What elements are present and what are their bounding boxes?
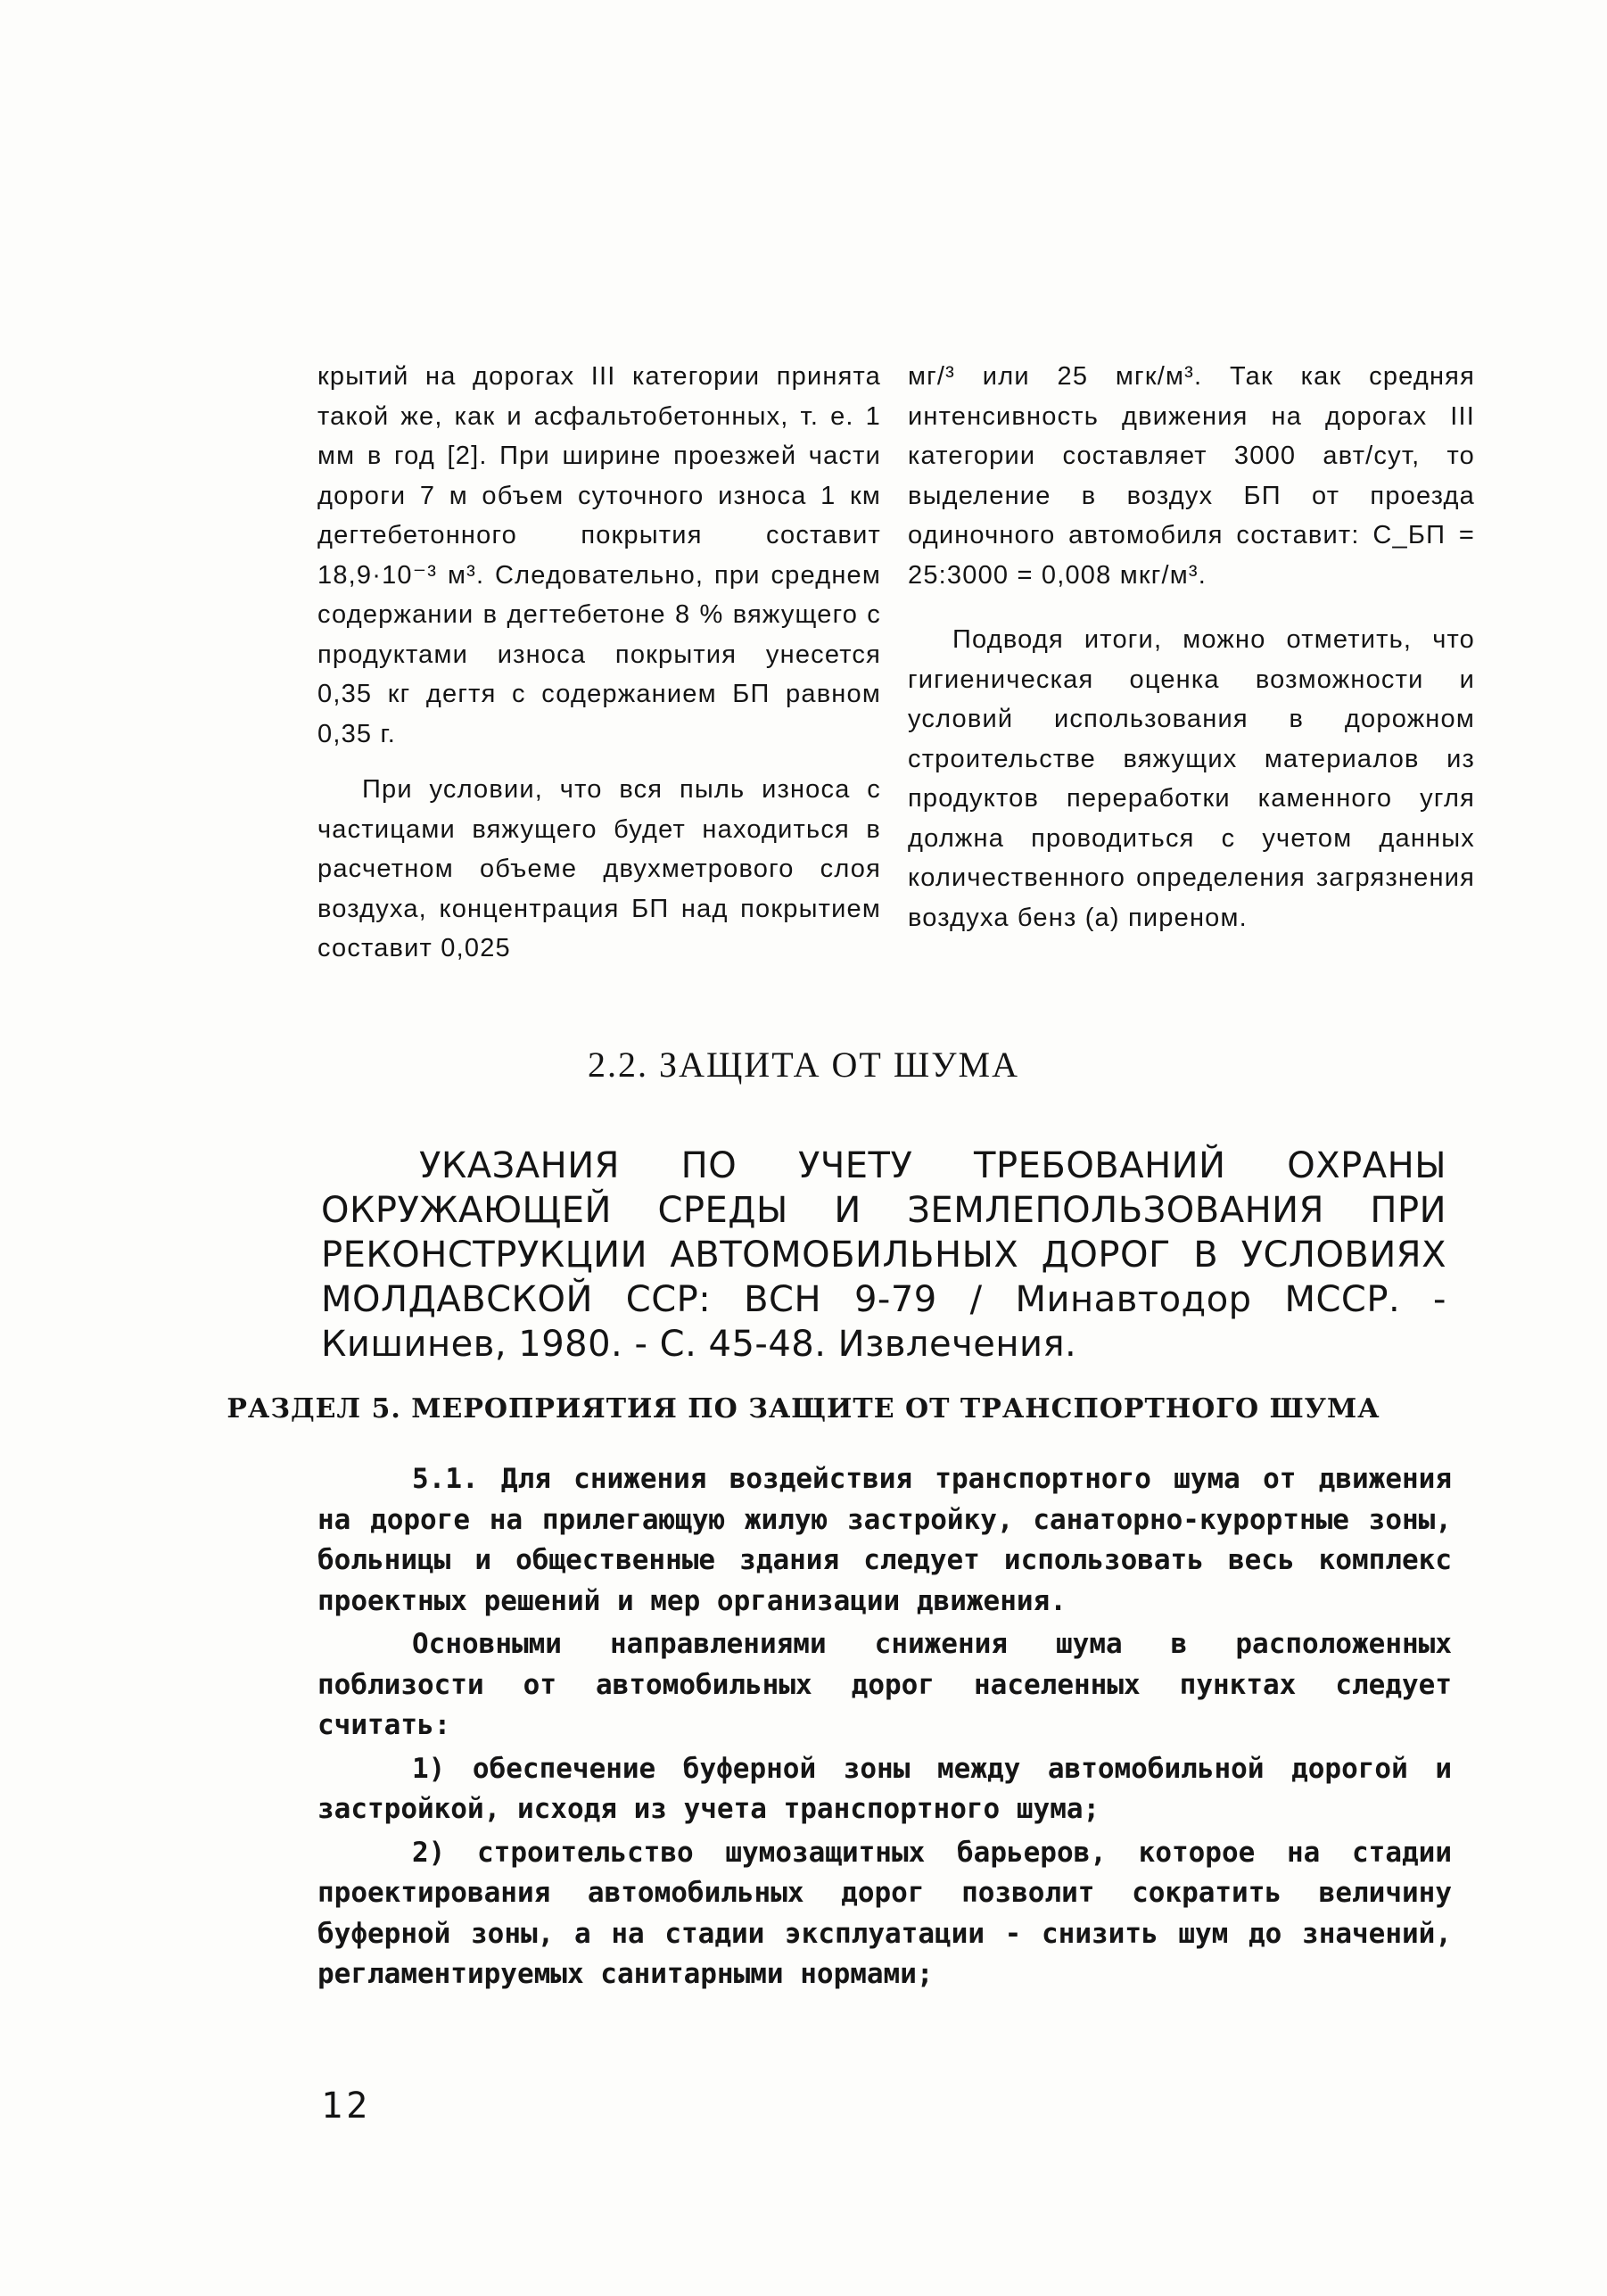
typed-paragraph-4: 2) строительство шумозащитных барьеров, которое на стадии проектирования автомобильных дорог позволит сократить величину буферной зоны, а на стадии эксплуатации - снизить шум до значений, регламентируемых санитарными нормами; (317, 1836, 1452, 1990)
left-column (317, 357, 881, 969)
right-column (908, 357, 1475, 937)
page-number: 12 (321, 2085, 372, 2127)
left-column-paragraph-2: При условии, что вся пыль износа с частицами вяжущего будет находиться в расчетном объеме двухметрового слоя воздуха, концентрация БП над покрытием составит 0,025 (317, 775, 881, 962)
source-reference-text: УКАЗАНИЯ ПО УЧЕТУ ТРЕБОВАНИЙ ОХРАНЫ ОКРУЖАЮЩЕЙ СРЕДЫ И ЗЕМЛЕПОЛЬЗОВАНИЯ ПРИ РЕКОНСТРУКЦИИ АВТОМОБИЛЬНЫХ ДОРОГ В УСЛОВИЯХ МОЛДАВСКОЙ ССР: ВСН 9-79 / Минавтодор МССР. - Кишинев, 1980. - С. 45-48. Извлечения. (321, 1145, 1446, 1365)
typed-paragraph-1: 5.1. Для снижения воздействия транспортного шума от движения на дороге на прилегающую жилую застройку, санаторно-курортные зоны, больницы и общественные здания следует использовать весь комплекс проектных решений и мер организации движения. (317, 1463, 1452, 1617)
source-reference (321, 1144, 1446, 1367)
typed-paragraph-2: Основными направлениями снижения шума в расположенных поблизости от автомобильных дорог населенных пунктах следует считать: (317, 1628, 1452, 1741)
right-column-paragraph-1: мг/³ или 25 мгк/м³. Так как средняя интенсивность движения на дорогах III категории составляет 3000 авт/сут, то выделение в воздух БП от проезда одиночного автомобиля составит: C_БП = 25:3000 = 0,008 мкг/м³. (908, 362, 1475, 590)
left-column-paragraph-1: крытий на дорогах III категории принята такой же, как и асфальтобетонных, т. е. 1 мм в год [2]. При ширине проезжей части дороги 7 м объем суточного износа 1 км дегтебетонного покрытия составит 18,9·10⁻³ м³. Следовательно, при среднем содержании в дегтебетоне 8 % вяжущего с продуктами износа покрытия унесется 0,35 кг дегтя с содержанием БП равном 0,35 г. (317, 362, 881, 748)
razdel-heading: РАЗДЕЛ 5. МЕРОПРИЯТИЯ ПО ЗАЩИТЕ ОТ ТРАНСПОРТНОГО ШУМА (227, 1393, 1380, 1425)
typed-body (317, 1459, 1452, 1998)
typed-paragraph-3: 1) обеспечение буферной зоны между автомобильной дорогой и застройкой, исходя из учета транспортного шума; (317, 1752, 1452, 1825)
section-heading: 2.2. ЗАЩИТА ОТ ШУМА (588, 1045, 1019, 1085)
right-column-paragraph-2: Подводя итоги, можно отметить, что гигиеническая оценка возможности и условий использования в дорожном строительстве вяжущих материалов из продуктов переработки каменного угля должна проводиться с учетом данных количественного определения загрязнения воздуха бенз (а) пиреном. (908, 625, 1475, 932)
